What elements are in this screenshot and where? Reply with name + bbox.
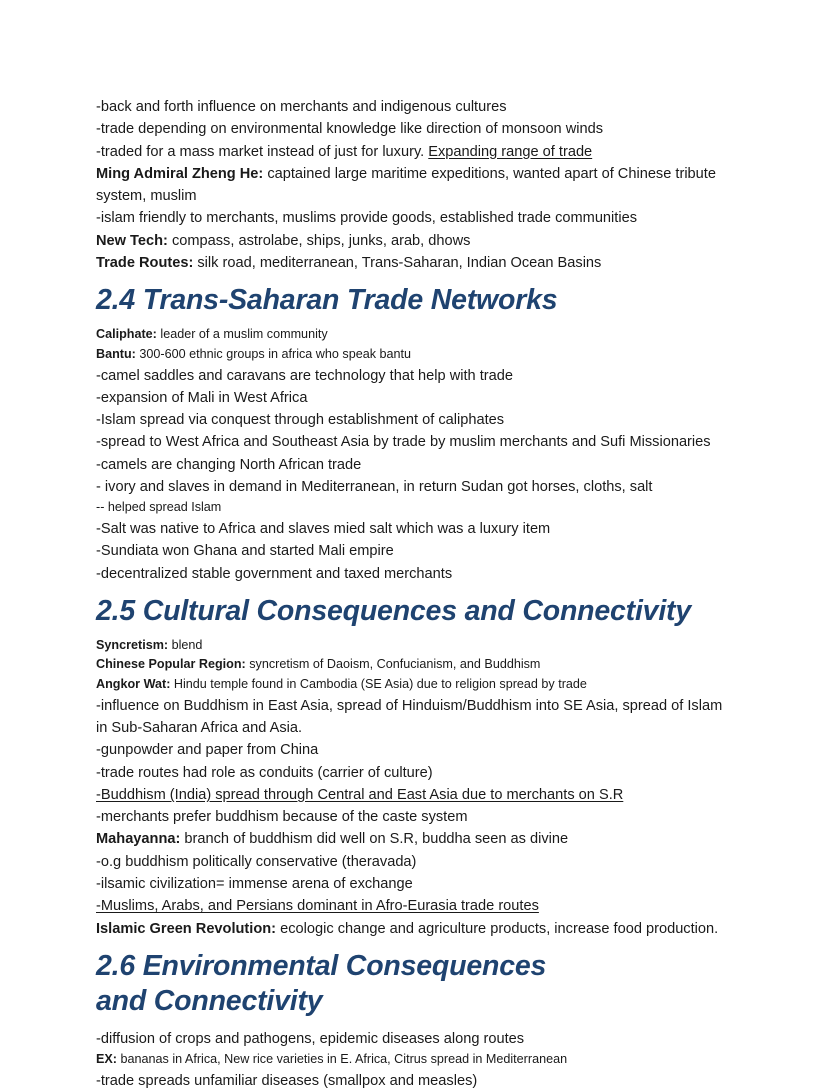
note-line bbox=[96, 207, 732, 229]
section-section-2-6 bbox=[96, 949, 732, 1092]
note-line bbox=[96, 230, 732, 252]
note-text: syncretism of Daoism, Confucianism, and Buddhism bbox=[245, 657, 541, 672]
note-underlined-text: -Buddhism (India) spread through Central and East Asia due to merchants on S.R bbox=[96, 786, 624, 803]
note-term: Syncretism: bbox=[96, 637, 169, 652]
note-text: -gunpowder and paper from China bbox=[96, 742, 319, 759]
note-line bbox=[96, 1070, 732, 1092]
note-line bbox=[96, 806, 732, 828]
note-line bbox=[96, 476, 732, 498]
note-line bbox=[96, 675, 732, 695]
note-text: -camel saddles and caravans are technology that help with trade bbox=[96, 367, 513, 384]
note-line bbox=[96, 655, 732, 675]
note-line bbox=[96, 163, 732, 208]
note-line bbox=[96, 118, 732, 140]
note-text: -spread to West Africa and Southeast Asia by trade by muslim merchants and Sufi Missionaries bbox=[96, 434, 711, 451]
note-text: -camels are changing North African trade bbox=[96, 456, 362, 473]
note-text: blend bbox=[168, 637, 203, 652]
heading-section-2-6: 2.6 Environmental Consequences and Connectivity bbox=[96, 949, 547, 1017]
note-line bbox=[96, 1028, 732, 1050]
note-text: bananas in Africa, New rice varieties in E. Africa, Citrus spread in Mediterranean bbox=[117, 1052, 568, 1067]
note-text: -trade routes had role as conduits (carrier of culture) bbox=[96, 764, 433, 781]
note-line bbox=[96, 918, 732, 940]
note-underlined-text: Expanding range of trade bbox=[428, 143, 593, 160]
note-text: -influence on Buddhism in East Asia, spread of Hinduism/Buddhism into SE Asia, spread of Islam in Sub-Saharan Africa and Asia. bbox=[96, 697, 723, 736]
heading-section-2-5: 2.5 Cultural Consequences and Connectivity bbox=[96, 594, 691, 627]
note-text: -merchants prefer buddhism because of the caste system bbox=[96, 809, 468, 826]
note-text: captained large maritime expeditions, wanted apart of Chinese tribute system, muslim bbox=[96, 165, 716, 205]
note-line bbox=[96, 454, 732, 476]
note-term: Bantu: bbox=[96, 346, 136, 361]
note-line bbox=[96, 762, 732, 784]
note-text: compass, astrolabe, ships, junks, arab, dhows bbox=[167, 232, 471, 249]
note-text: silk road, mediterranean, Trans-Saharan, Indian Ocean Basins bbox=[193, 255, 602, 272]
note-text: -- helped spread Islam bbox=[96, 500, 222, 515]
note-term: Mahayanna: bbox=[96, 831, 181, 848]
note-text: -ilsamic civilization= immense arena of exchange bbox=[96, 875, 413, 892]
note-line bbox=[96, 895, 732, 917]
note-text: -trade depending on environmental knowledge like direction of monsoon winds bbox=[96, 121, 604, 138]
note-term: Caliphate: bbox=[96, 327, 157, 342]
note-text: leader of a muslim community bbox=[156, 327, 328, 342]
note-line bbox=[96, 1050, 732, 1070]
note-line bbox=[96, 345, 732, 365]
note-term: Angkor Wat: bbox=[96, 677, 171, 692]
note-text: -Islam spread via conquest through establishment of caliphates bbox=[96, 412, 505, 429]
section-section-2-4 bbox=[96, 283, 732, 584]
note-line bbox=[96, 828, 732, 850]
note-line bbox=[96, 387, 732, 409]
note-text: -trade spreads unfamiliar diseases (smallpox and measles) bbox=[96, 1072, 478, 1089]
note-line bbox=[96, 141, 732, 163]
note-line bbox=[96, 873, 732, 895]
note-term: New Tech: bbox=[96, 232, 168, 249]
note-text: -back and forth influence on merchants and indigenous cultures bbox=[96, 99, 507, 115]
note-text: -expansion of Mali in West Africa bbox=[96, 389, 308, 406]
note-line bbox=[96, 409, 732, 431]
note-underlined-text: -Muslims, Arabs, and Persians dominant in Afro-Eurasia trade routes bbox=[96, 898, 539, 915]
note-line bbox=[96, 540, 732, 562]
note-text: -Sundiata won Ghana and started Mali empire bbox=[96, 543, 394, 560]
note-text: Hindu temple found in Cambodia (SE Asia) due to religion spread by trade bbox=[170, 677, 587, 692]
heading-section-2-4: 2.4 Trans-Saharan Trade Networks bbox=[96, 284, 558, 317]
note-text: -islam friendly to merchants, muslims provide goods, established trade communities bbox=[96, 210, 638, 227]
note-text: -o.g buddhism politically conservative (theravada) bbox=[96, 853, 417, 870]
note-term: Chinese Popular Region: bbox=[96, 657, 246, 672]
note-line bbox=[96, 784, 732, 806]
note-line bbox=[96, 851, 732, 873]
section-intro-notes bbox=[96, 96, 732, 274]
document-body bbox=[96, 96, 732, 1092]
note-line bbox=[96, 365, 732, 387]
note-text: - ivory and slaves in demand in Mediterranean, in return Sudan got horses, cloths, salt bbox=[96, 479, 653, 496]
note-term: Trade Routes: bbox=[96, 255, 194, 272]
note-line bbox=[96, 636, 732, 656]
note-line bbox=[96, 96, 732, 118]
note-text: branch of buddhism did well on S.R, buddha seen as divine bbox=[180, 831, 569, 848]
note-line bbox=[96, 252, 732, 274]
note-term: Ming Admiral Zheng He: bbox=[96, 165, 264, 182]
note-term: EX: bbox=[96, 1052, 117, 1067]
note-text: -diffusion of crops and pathogens, epidemic diseases along routes bbox=[96, 1030, 525, 1047]
note-text: ecologic change and agriculture products, increase food production. bbox=[276, 920, 719, 937]
note-line bbox=[96, 325, 732, 345]
note-term: Islamic Green Revolution: bbox=[96, 920, 277, 937]
note-text: -Salt was native to Africa and slaves mied salt which was a luxury item bbox=[96, 520, 551, 537]
note-text: -decentralized stable government and taxed merchants bbox=[96, 565, 453, 582]
note-text: -traded for a mass market instead of just for luxury. bbox=[96, 143, 429, 160]
note-line bbox=[96, 739, 732, 761]
note-line bbox=[96, 431, 732, 453]
note-line bbox=[96, 518, 732, 540]
note-line bbox=[96, 563, 732, 585]
note-line bbox=[96, 695, 732, 740]
note-line bbox=[96, 498, 732, 518]
section-section-2-5 bbox=[96, 594, 732, 940]
note-text: 300-600 ethnic groups in africa who speak bantu bbox=[135, 346, 412, 361]
